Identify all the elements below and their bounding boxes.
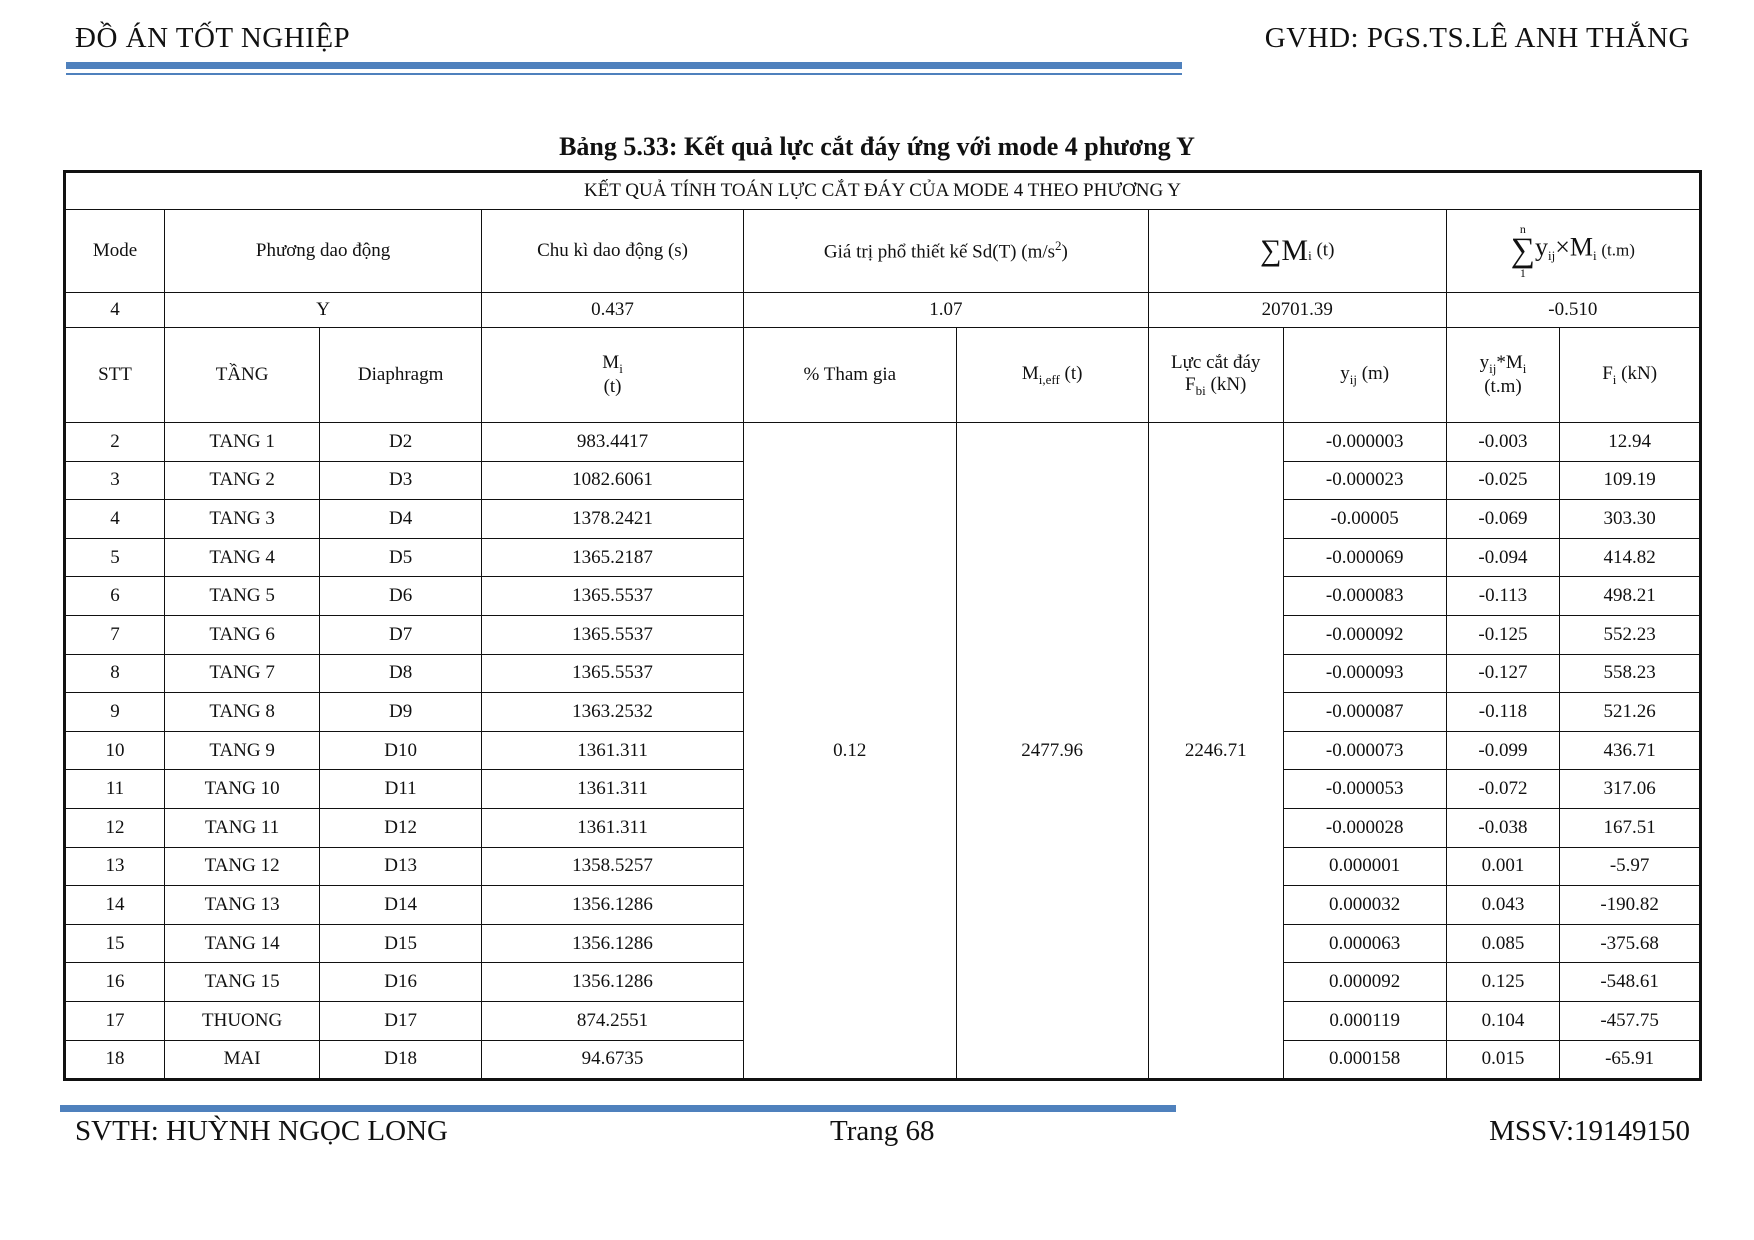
cell-mi: 1378.2421	[482, 500, 744, 539]
cell-mi: 1356.1286	[482, 886, 744, 925]
cell-diaphragm: D16	[320, 963, 482, 1002]
cell-stt: 2	[65, 423, 165, 462]
col-header-diaphragm: Diaphragm	[320, 328, 482, 423]
header-project-title: ĐỒ ÁN TỐT NGHIỆP	[75, 22, 351, 54]
cell-diaphragm: D18	[320, 1040, 482, 1080]
header-advisor: GVHD: PGS.TS.LÊ ANH THẮNG	[1264, 22, 1690, 54]
cell-yij: 0.000001	[1283, 847, 1446, 886]
cell-yij: -0.000028	[1283, 808, 1446, 847]
cell-mieff-merged: 2477.96	[956, 423, 1148, 1080]
cell-yij: -0.000083	[1283, 577, 1446, 616]
cell-diaphragm: D12	[320, 808, 482, 847]
cell-diaphragm: D3	[320, 461, 482, 500]
cell-fi: -65.91	[1560, 1040, 1701, 1080]
cell-mi: 983.4417	[482, 423, 744, 462]
cell-fi: -548.61	[1560, 963, 1701, 1002]
value-direction: Y	[165, 293, 482, 328]
cell-mi: 1356.1286	[482, 924, 744, 963]
cell-yij: -0.000092	[1283, 615, 1446, 654]
cell-diaphragm: D5	[320, 538, 482, 577]
cell-diaphragm: D2	[320, 423, 482, 462]
cell-mi: 1358.5257	[482, 847, 744, 886]
footer-rule	[60, 1105, 1176, 1112]
cell-fi: -457.75	[1560, 1001, 1701, 1040]
cell-stt: 11	[65, 770, 165, 809]
cell-yij-mi: -0.072	[1446, 770, 1560, 809]
cell-mi: 1363.2532	[482, 693, 744, 732]
cell-stt: 14	[65, 886, 165, 925]
col-header-sum-ym: n ∑ 1 $y_{ij}\times M_i$ (t.m)	[1446, 210, 1700, 293]
cell-yij: -0.000023	[1283, 461, 1446, 500]
cell-fi: 498.21	[1560, 577, 1701, 616]
cell-yij-mi: -0.003	[1446, 423, 1560, 462]
cell-fi: 558.23	[1560, 654, 1701, 693]
cell-floor: TANG 12	[165, 847, 320, 886]
value-sum-mass: 20701.39	[1148, 293, 1446, 328]
cell-fi: 109.19	[1560, 461, 1701, 500]
col-header-mieff: $M_{i,eff}$ (t)	[956, 328, 1148, 423]
cell-yij: 0.000158	[1283, 1040, 1446, 1080]
cell-stt: 3	[65, 461, 165, 500]
cell-diaphragm: D15	[320, 924, 482, 963]
cell-diaphragm: D7	[320, 615, 482, 654]
cell-yij-mi: 0.001	[1446, 847, 1560, 886]
cell-fi: -190.82	[1560, 886, 1701, 925]
cell-stt: 5	[65, 538, 165, 577]
table-title: KẾT QUẢ TÍNH TOÁN LỰC CẮT ĐÁY CỦA MODE 4 THEO PHƯƠNG Y	[65, 172, 1701, 210]
cell-floor: TANG 2	[165, 461, 320, 500]
cell-stt: 8	[65, 654, 165, 693]
cell-yij-mi: 0.085	[1446, 924, 1560, 963]
cell-fi: 167.51	[1560, 808, 1701, 847]
cell-mi: 1365.5537	[482, 654, 744, 693]
header-rule	[66, 62, 1182, 69]
col-header-fi: $F_i$ (kN)	[1560, 328, 1701, 423]
cell-yij: 0.000119	[1283, 1001, 1446, 1040]
cell-yij-mi: -0.069	[1446, 500, 1560, 539]
cell-floor: THUONG	[165, 1001, 320, 1040]
cell-diaphragm: D14	[320, 886, 482, 925]
cell-mi: 1365.5537	[482, 577, 744, 616]
cell-diaphragm: D9	[320, 693, 482, 732]
cell-floor: TANG 10	[165, 770, 320, 809]
table-row	[65, 423, 1701, 462]
cell-stt: 6	[65, 577, 165, 616]
cell-yij-mi: 0.125	[1446, 963, 1560, 1002]
cell-base-shear-merged: 2246.71	[1148, 423, 1283, 1080]
cell-floor: TANG 4	[165, 538, 320, 577]
cell-floor: MAI	[165, 1040, 320, 1080]
cell-yij: -0.000093	[1283, 654, 1446, 693]
col-header-yij-mi: $y_{ij}*M_i$ (t.m)	[1446, 328, 1560, 423]
cell-diaphragm: D10	[320, 731, 482, 770]
cell-diaphragm: D17	[320, 1001, 482, 1040]
cell-fi: -375.68	[1560, 924, 1701, 963]
cell-yij-mi: -0.025	[1446, 461, 1560, 500]
cell-diaphragm: D4	[320, 500, 482, 539]
cell-floor: TANG 15	[165, 963, 320, 1002]
col-header-floor: TẦNG	[165, 328, 320, 423]
header-rule-thin	[66, 73, 1182, 75]
cell-floor: TANG 9	[165, 731, 320, 770]
cell-diaphragm: D8	[320, 654, 482, 693]
cell-mi: 1361.311	[482, 808, 744, 847]
col-header-direction: Phương dao động	[165, 210, 482, 293]
cell-mi: 94.6735	[482, 1040, 744, 1080]
cell-stt: 17	[65, 1001, 165, 1040]
cell-floor: TANG 11	[165, 808, 320, 847]
cell-yij: -0.000087	[1283, 693, 1446, 732]
col-header-base-shear: Lực cắt đáy $F_{bi}$ (kN)	[1148, 328, 1283, 423]
cell-fi: 414.82	[1560, 538, 1701, 577]
cell-fi: 12.94	[1560, 423, 1701, 462]
cell-floor: TANG 1	[165, 423, 320, 462]
cell-mi: 1361.311	[482, 731, 744, 770]
table-caption: Bảng 5.33: Kết quả lực cắt đáy ứng với mode 4 phương Y	[559, 132, 1195, 161]
cell-yij-mi: 0.104	[1446, 1001, 1560, 1040]
value-mode: 4	[65, 293, 165, 328]
cell-mi: 1365.5537	[482, 615, 744, 654]
cell-yij: 0.000032	[1283, 886, 1446, 925]
cell-yij-mi: -0.113	[1446, 577, 1560, 616]
footer-student: SVTH: HUỲNH NGỌC LONG	[75, 1115, 448, 1147]
cell-yij: -0.000053	[1283, 770, 1446, 809]
cell-yij-mi: -0.094	[1446, 538, 1560, 577]
cell-yij-mi: -0.127	[1446, 654, 1560, 693]
col-header-period: Chu kì dao động (s)	[482, 210, 744, 293]
cell-floor: TANG 7	[165, 654, 320, 693]
cell-yij: -0.000069	[1283, 538, 1446, 577]
cell-stt: 4	[65, 500, 165, 539]
col-header-participation: % Tham gia	[744, 328, 956, 423]
cell-yij-mi: 0.043	[1446, 886, 1560, 925]
col-header-mode: Mode	[65, 210, 165, 293]
cell-yij-mi: -0.099	[1446, 731, 1560, 770]
cell-fi: 303.30	[1560, 500, 1701, 539]
cell-yij-mi: -0.125	[1446, 615, 1560, 654]
cell-yij-mi: 0.015	[1446, 1040, 1560, 1080]
value-period: 0.437	[482, 293, 744, 328]
cell-stt: 9	[65, 693, 165, 732]
cell-stt: 12	[65, 808, 165, 847]
cell-yij: -0.000003	[1283, 423, 1446, 462]
value-spectrum: 1.07	[744, 293, 1149, 328]
cell-mi: 1361.311	[482, 770, 744, 809]
cell-floor: TANG 13	[165, 886, 320, 925]
cell-fi: 521.26	[1560, 693, 1701, 732]
cell-stt: 16	[65, 963, 165, 1002]
cell-fi: 436.71	[1560, 731, 1701, 770]
cell-yij: -0.000073	[1283, 731, 1446, 770]
col-header-mi: $M_i$ (t)	[482, 328, 744, 423]
cell-participation-merged: 0.12	[744, 423, 956, 1080]
cell-diaphragm: D11	[320, 770, 482, 809]
cell-yij: -0.00005	[1283, 500, 1446, 539]
cell-diaphragm: D6	[320, 577, 482, 616]
cell-mi: 1356.1286	[482, 963, 744, 1002]
cell-stt: 18	[65, 1040, 165, 1080]
cell-floor: TANG 6	[165, 615, 320, 654]
cell-yij: 0.000063	[1283, 924, 1446, 963]
col-header-sum-mass: $\sum M_i$ (t)	[1148, 210, 1446, 293]
cell-stt: 15	[65, 924, 165, 963]
cell-floor: TANG 5	[165, 577, 320, 616]
cell-fi: 317.06	[1560, 770, 1701, 809]
footer-page-number: Trang 68	[830, 1115, 935, 1147]
cell-floor: TANG 3	[165, 500, 320, 539]
value-sum-ym: -0.510	[1446, 293, 1700, 328]
col-header-spectrum: Giá trị phổ thiết kế Sd(T) $(m/s^2)$	[744, 210, 1149, 293]
col-header-stt: STT	[65, 328, 165, 423]
cell-stt: 13	[65, 847, 165, 886]
col-header-yij: $y_{ij}$ (m)	[1283, 328, 1446, 423]
cell-fi: 552.23	[1560, 615, 1701, 654]
cell-yij-mi: -0.118	[1446, 693, 1560, 732]
cell-fi: -5.97	[1560, 847, 1701, 886]
cell-yij-mi: -0.038	[1446, 808, 1560, 847]
cell-stt: 10	[65, 731, 165, 770]
cell-floor: TANG 8	[165, 693, 320, 732]
cell-mi: 874.2551	[482, 1001, 744, 1040]
cell-floor: TANG 14	[165, 924, 320, 963]
cell-stt: 7	[65, 615, 165, 654]
cell-yij: 0.000092	[1283, 963, 1446, 1002]
cell-mi: 1082.6061	[482, 461, 744, 500]
cell-diaphragm: D13	[320, 847, 482, 886]
base-shear-table	[63, 170, 1702, 1081]
footer-student-id: MSSV:19149150	[1489, 1115, 1690, 1147]
cell-mi: 1365.2187	[482, 538, 744, 577]
